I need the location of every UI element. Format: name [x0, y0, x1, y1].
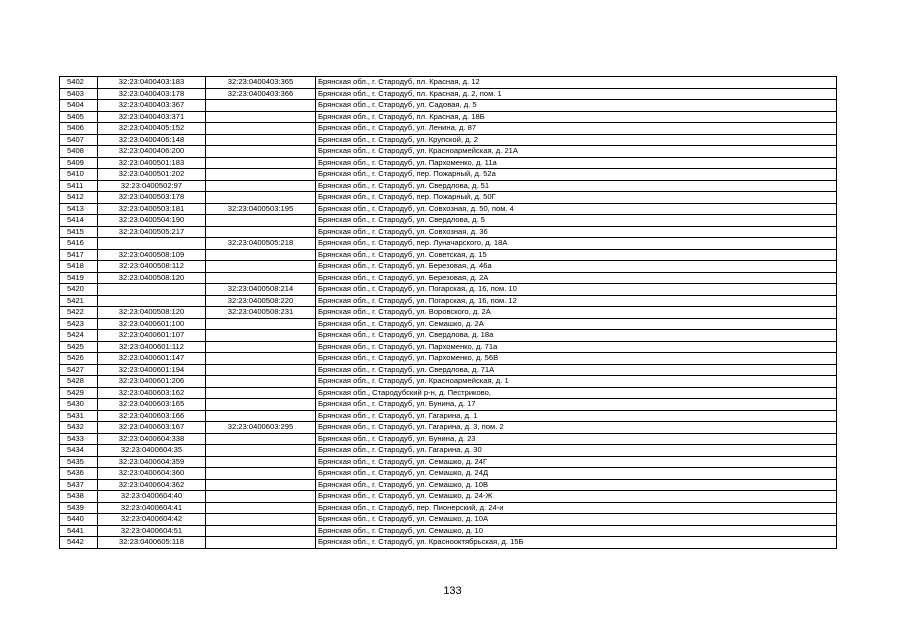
object-cadastral-number-cell [206, 433, 316, 445]
row-number-cell: 5431 [60, 410, 98, 422]
table-row [60, 295, 837, 307]
object-cadastral-number-cell [206, 502, 316, 514]
row-number-cell: 5412 [60, 192, 98, 204]
parcel-cadastral-number-cell: 32:23:0400604:42 [98, 514, 206, 526]
row-number-cell: 5403 [60, 88, 98, 100]
address-cell: Брянская обл., г. Стародуб, ул. Совхозная, д. 50, пом. 4 [316, 203, 837, 215]
address-cell: Брянская обл., г. Стародуб, ул. Гагарина, д. 3, пом. 2 [316, 422, 837, 434]
address-cell: Брянская обл., г. Стародуб, ул. Гагарина, д. 1 [316, 410, 837, 422]
object-cadastral-number-cell [206, 169, 316, 181]
object-cadastral-number-cell [206, 491, 316, 503]
table-row [60, 479, 837, 491]
address-cell: Брянская обл., г. Стародуб, пер. Пионерский, д. 24-и [316, 502, 837, 514]
object-cadastral-number-cell: 32:23:0400403:365 [206, 77, 316, 89]
address-cell: Брянская обл., г. Стародуб, ул. Свердлова, д. 51 [316, 180, 837, 192]
row-number-cell: 5441 [60, 525, 98, 537]
object-cadastral-number-cell: 32:23:0400508:220 [206, 295, 316, 307]
parcel-cadastral-number-cell: 32:23:0400406:148 [98, 134, 206, 146]
table-row [60, 134, 837, 146]
address-cell: Брянская обл., г. Стародуб, ул. Советская, д. 15 [316, 249, 837, 261]
object-cadastral-number-cell: 32:23:0400503:195 [206, 203, 316, 215]
parcel-cadastral-number-cell: 32:23:0400508:109 [98, 249, 206, 261]
table-row [60, 364, 837, 376]
table-row [60, 169, 837, 181]
table-row [60, 330, 837, 342]
table-row [60, 514, 837, 526]
row-number-cell: 5427 [60, 364, 98, 376]
table-row [60, 410, 837, 422]
row-number-cell: 5423 [60, 318, 98, 330]
address-cell: Брянская обл., г. Стародуб, ул. Пархоменко, д. 11а [316, 157, 837, 169]
address-cell: Брянская обл., г. Стародуб, ул. Семашко, д. 10 [316, 525, 837, 537]
table-row [60, 525, 837, 537]
row-number-cell: 5418 [60, 261, 98, 273]
address-cell: Брянская обл., г. Стародуб, ул. Бунина, д. 17 [316, 399, 837, 411]
address-cell: Брянская обл., г. Стародуб, ул. Погарская, д. 16, пом. 12 [316, 295, 837, 307]
address-cell: Брянская обл., г. Стародуб, ул. Пархоменко, д. 71а [316, 341, 837, 353]
object-cadastral-number-cell [206, 261, 316, 273]
parcel-cadastral-number-cell: 32:23:0400603:162 [98, 387, 206, 399]
parcel-cadastral-number-cell: 32:23:0400604:41 [98, 502, 206, 514]
address-cell: Брянская обл., г. Стародуб, ул. Семашко, д. 10В [316, 479, 837, 491]
row-number-cell: 5437 [60, 479, 98, 491]
parcel-cadastral-number-cell: 32:23:0400501:183 [98, 157, 206, 169]
address-cell: Брянская обл., г. Стародуб, ул. Воровского, д. 2А [316, 307, 837, 319]
table-row [60, 376, 837, 388]
row-number-cell: 5408 [60, 146, 98, 158]
parcel-cadastral-number-cell [98, 295, 206, 307]
row-number-cell: 5411 [60, 180, 98, 192]
row-number-cell: 5407 [60, 134, 98, 146]
parcel-cadastral-number-cell: 32:23:0400604:362 [98, 479, 206, 491]
row-number-cell: 5413 [60, 203, 98, 215]
address-cell: Брянская обл., г. Стародуб, ул. Красноармейская, д. 21А [316, 146, 837, 158]
object-cadastral-number-cell [206, 410, 316, 422]
table-row [60, 272, 837, 284]
row-number-cell: 5419 [60, 272, 98, 284]
parcel-cadastral-number-cell [98, 238, 206, 250]
row-number-cell: 5405 [60, 111, 98, 123]
parcel-cadastral-number-cell: 32:23:0400505:217 [98, 226, 206, 238]
parcel-cadastral-number-cell: 32:23:0400601:147 [98, 353, 206, 365]
object-cadastral-number-cell [206, 387, 316, 399]
row-number-cell: 5439 [60, 502, 98, 514]
row-number-cell: 5409 [60, 157, 98, 169]
object-cadastral-number-cell [206, 445, 316, 457]
parcel-cadastral-number-cell: 32:23:0400403:367 [98, 100, 206, 112]
table-row [60, 77, 837, 89]
object-cadastral-number-cell [206, 330, 316, 342]
parcel-cadastral-number-cell: 32:23:0400503:181 [98, 203, 206, 215]
parcel-cadastral-number-cell: 32:23:0400604:40 [98, 491, 206, 503]
parcel-cadastral-number-cell: 32:23:0400603:165 [98, 399, 206, 411]
table-row [60, 422, 837, 434]
object-cadastral-number-cell [206, 537, 316, 549]
address-cell: Брянская обл., Стародубский р-н, д. Пестриково, [316, 387, 837, 399]
parcel-cadastral-number-cell: 32:23:0400601:112 [98, 341, 206, 353]
address-cell: Брянская обл., г. Стародуб, ул. Совхозная, д. 36 [316, 226, 837, 238]
parcel-cadastral-number-cell: 32:23:0400604:35 [98, 445, 206, 457]
object-cadastral-number-cell: 32:23:0400603:295 [206, 422, 316, 434]
address-cell: Брянская обл., г. Стародуб, ул. Пархоменко, д. 56В [316, 353, 837, 365]
row-number-cell: 5422 [60, 307, 98, 319]
table-row [60, 491, 837, 503]
parcel-cadastral-number-cell: 32:23:0400501:202 [98, 169, 206, 181]
address-cell: Брянская обл., г. Стародуб, ул. Семашко, д. 24Д [316, 468, 837, 480]
object-cadastral-number-cell [206, 353, 316, 365]
object-cadastral-number-cell [206, 456, 316, 468]
object-cadastral-number-cell [206, 468, 316, 480]
address-cell: Брянская обл., г. Стародуб, ул. Погарская, д. 16, пом. 10 [316, 284, 837, 296]
object-cadastral-number-cell [206, 134, 316, 146]
table-row [60, 88, 837, 100]
object-cadastral-number-cell [206, 111, 316, 123]
parcel-cadastral-number-cell: 32:23:0400601:206 [98, 376, 206, 388]
object-cadastral-number-cell [206, 226, 316, 238]
table-row [60, 445, 837, 457]
address-cell: Брянская обл., г. Стародуб, ул. Красноармейская, д. 1 [316, 376, 837, 388]
object-cadastral-number-cell [206, 146, 316, 158]
address-cell: Брянская обл., г. Стародуб, ул. Семашко, д. 24Г [316, 456, 837, 468]
address-cell: Брянская обл., г. Стародуб, ул. Бунина, д. 23 [316, 433, 837, 445]
address-cell: Брянская обл., г. Стародуб, ул. Семашко, д. 24-Ж [316, 491, 837, 503]
table-row [60, 537, 837, 549]
table-row [60, 387, 837, 399]
address-cell: Брянская обл., г. Стародуб, ул. Краснооктябрьская, д. 15Б [316, 537, 837, 549]
object-cadastral-number-cell [206, 364, 316, 376]
table-row [60, 399, 837, 411]
parcel-cadastral-number-cell: 32:23:0400604:338 [98, 433, 206, 445]
page-number: 133 [443, 585, 462, 597]
row-number-cell: 5406 [60, 123, 98, 135]
row-number-cell: 5433 [60, 433, 98, 445]
parcel-cadastral-number-cell [98, 284, 206, 296]
parcel-cadastral-number-cell: 32:23:0400403:371 [98, 111, 206, 123]
table-row [60, 180, 837, 192]
object-cadastral-number-cell [206, 157, 316, 169]
object-cadastral-number-cell [206, 341, 316, 353]
row-number-cell: 5426 [60, 353, 98, 365]
table-row [60, 215, 837, 227]
parcel-cadastral-number-cell: 32:23:0400601:100 [98, 318, 206, 330]
object-cadastral-number-cell [206, 192, 316, 204]
row-number-cell: 5429 [60, 387, 98, 399]
object-cadastral-number-cell: 32:23:0400508:214 [206, 284, 316, 296]
address-cell: Брянская обл., г. Стародуб, пл. Красная, д. 2, пом. 1 [316, 88, 837, 100]
table-row [60, 307, 837, 319]
address-cell: Брянская обл., г. Стародуб, ул. Семашко, д. 10А [316, 514, 837, 526]
table-row [60, 433, 837, 445]
parcel-cadastral-number-cell: 32:23:0400508:120 [98, 272, 206, 284]
object-cadastral-number-cell: 32:23:0400508:231 [206, 307, 316, 319]
parcel-cadastral-number-cell: 32:23:0400603:166 [98, 410, 206, 422]
table-row [60, 341, 837, 353]
address-cell: Брянская обл., г. Стародуб, пер. Пожарный, д. 50Г [316, 192, 837, 204]
table-row [60, 318, 837, 330]
object-cadastral-number-cell [206, 123, 316, 135]
object-cadastral-number-cell [206, 100, 316, 112]
table-row [60, 249, 837, 261]
address-cell: Брянская обл., г. Стародуб, ул. Свердлова, д. 5 [316, 215, 837, 227]
parcel-cadastral-number-cell: 32:23:0400604:359 [98, 456, 206, 468]
row-number-cell: 5438 [60, 491, 98, 503]
parcel-cadastral-number-cell: 32:23:0400601:194 [98, 364, 206, 376]
object-cadastral-number-cell [206, 249, 316, 261]
object-cadastral-number-cell [206, 215, 316, 227]
row-number-cell: 5436 [60, 468, 98, 480]
row-number-cell: 5416 [60, 238, 98, 250]
address-cell: Брянская обл., г. Стародуб, пер. Луначарского, д. 18А [316, 238, 837, 250]
row-number-cell: 5417 [60, 249, 98, 261]
address-cell: Брянская обл., г. Стародуб, ул. Березовая, д. 2А [316, 272, 837, 284]
table-row [60, 238, 837, 250]
address-cell: Брянская обл., г. Стародуб, ул. Семашко, д. 2А [316, 318, 837, 330]
table-row [60, 456, 837, 468]
table-row [60, 123, 837, 135]
table-row [60, 502, 837, 514]
table-row [60, 261, 837, 273]
object-cadastral-number-cell [206, 514, 316, 526]
row-number-cell: 5442 [60, 537, 98, 549]
row-number-cell: 5414 [60, 215, 98, 227]
row-number-cell: 5415 [60, 226, 98, 238]
row-number-cell: 5424 [60, 330, 98, 342]
registry-table-body [60, 77, 837, 549]
address-cell: Брянская обл., г. Стародуб, пл. Красная, д. 12 [316, 77, 837, 89]
row-number-cell: 5440 [60, 514, 98, 526]
parcel-cadastral-number-cell: 32:23:0400403:183 [98, 77, 206, 89]
row-number-cell: 5420 [60, 284, 98, 296]
parcel-cadastral-number-cell: 32:23:0400405:152 [98, 123, 206, 135]
address-cell: Брянская обл., г. Стародуб, ул. Свердлова, д. 18а [316, 330, 837, 342]
parcel-cadastral-number-cell: 32:23:0400601:107 [98, 330, 206, 342]
row-number-cell: 5434 [60, 445, 98, 457]
row-number-cell: 5430 [60, 399, 98, 411]
row-number-cell: 5410 [60, 169, 98, 181]
table-row [60, 226, 837, 238]
parcel-cadastral-number-cell: 32:23:0400508:120 [98, 307, 206, 319]
table-row [60, 468, 837, 480]
object-cadastral-number-cell [206, 376, 316, 388]
address-cell: Брянская обл., г. Стародуб, ул. Березовая, д. 46а [316, 261, 837, 273]
property-registry-table [59, 76, 837, 549]
address-cell: Брянская обл., г. Стародуб, ул. Крупской, д. 2 [316, 134, 837, 146]
parcel-cadastral-number-cell: 32:23:0400603:167 [98, 422, 206, 434]
row-number-cell: 5428 [60, 376, 98, 388]
object-cadastral-number-cell [206, 180, 316, 192]
object-cadastral-number-cell: 32:23:0400403:366 [206, 88, 316, 100]
address-cell: Брянская обл., г. Стародуб, пл. Красная, д. 18Б [316, 111, 837, 123]
parcel-cadastral-number-cell: 32:23:0400502:97 [98, 180, 206, 192]
parcel-cadastral-number-cell: 32:23:0400504:190 [98, 215, 206, 227]
table-row [60, 146, 837, 158]
table-row [60, 353, 837, 365]
address-cell: Брянская обл., г. Стародуб, ул. Свердлова, д. 71А [316, 364, 837, 376]
object-cadastral-number-cell [206, 318, 316, 330]
row-number-cell: 5402 [60, 77, 98, 89]
row-number-cell: 5404 [60, 100, 98, 112]
parcel-cadastral-number-cell: 32:23:0400503:178 [98, 192, 206, 204]
object-cadastral-number-cell: 32:23:0400505:218 [206, 238, 316, 250]
address-cell: Брянская обл., г. Стародуб, ул. Ленина, д. 87 [316, 123, 837, 135]
object-cadastral-number-cell [206, 525, 316, 537]
parcel-cadastral-number-cell: 32:23:0400508:112 [98, 261, 206, 273]
row-number-cell: 5421 [60, 295, 98, 307]
table-row [60, 100, 837, 112]
address-cell: Брянская обл., г. Стародуб, ул. Садовая, д. 5 [316, 100, 837, 112]
address-cell: Брянская обл., г. Стародуб, пер. Пожарный, д. 52а [316, 169, 837, 181]
table-row [60, 192, 837, 204]
table-row [60, 157, 837, 169]
table-row [60, 111, 837, 123]
object-cadastral-number-cell [206, 479, 316, 491]
row-number-cell: 5432 [60, 422, 98, 434]
parcel-cadastral-number-cell: 32:23:0400406:200 [98, 146, 206, 158]
table-row [60, 203, 837, 215]
row-number-cell: 5425 [60, 341, 98, 353]
parcel-cadastral-number-cell: 32:23:0400604:51 [98, 525, 206, 537]
address-cell: Брянская обл., г. Стародуб, ул. Гагарина, д. 30 [316, 445, 837, 457]
object-cadastral-number-cell [206, 272, 316, 284]
object-cadastral-number-cell [206, 399, 316, 411]
parcel-cadastral-number-cell: 32:23:0400604:360 [98, 468, 206, 480]
parcel-cadastral-number-cell: 32:23:0400605:118 [98, 537, 206, 549]
table-row [60, 284, 837, 296]
row-number-cell: 5435 [60, 456, 98, 468]
parcel-cadastral-number-cell: 32:23:0400403:178 [98, 88, 206, 100]
